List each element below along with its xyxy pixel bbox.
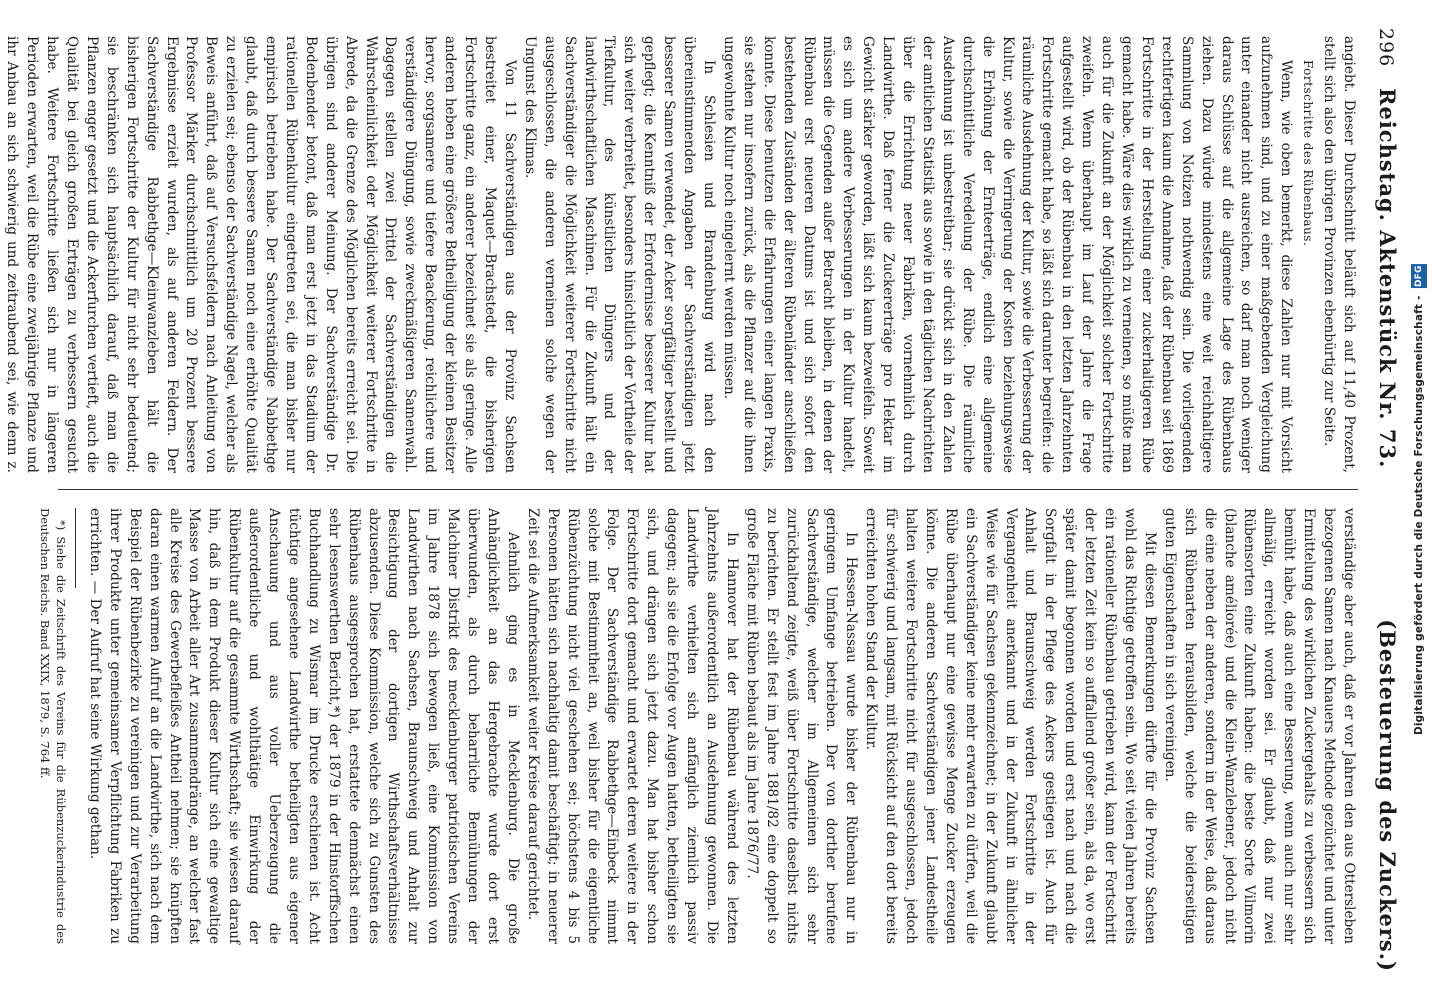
paragraph: Von 11 Sachverständigen aus der Provinz Sachsen bestreitet einer, Maquet—Brachstedt, die bisherigen Fortschritte ganz, ein anderer bezeichnet sie als geringe. Alle anderen heben eine größere Betheiligung der kleinen Besitzer hervor, sorgsamere und tiefere Beackerung, reichlichere und verständigere Düngung, sowie zweckmäßigeren Samenwahl. Dagegen stellen zwei Drittel der Sachverständigen die Wahrscheinlichkeit oder Möglichkeit weiterer Fortschritte in Abrede, da die Grenze des Möglichen bereits erreicht sei. Die übrigen sind anderer Meinung. Der Sachverständige Dr. Bodenbender betont, daß man erst jetzt in das Stadium der rationellen Rübenkultur eingetreten sei, die man bisher nur empirisch betrieben habe. Der Sachverständige Nabbethge glaubt, daß durch bessere Samen noch eine erhöhte Qualität zu erzielen sei; ebenso der Sachverständige Nagel, welcher als Beweis anführt, daß auf Versuchsfeldern nach Anleitung von Professor Märker durchschnittlich um 20 Prozent bessere Ergebnisse erzielt wurden, als auf anderen Feldern. Der Sachverständige Rabbethge—Kleinwanzleben hält die bisherigen Fortschritte der Kultur für nicht sehr bedeutend; sie beschränken sich hauptsächlich darauf, daß man die Pflanzen enger gesetzt und die Ackerfurchen vertieft, auch die Qualität bei gleich großen Erträgen zu verbessern gesucht habe. Weitere Fortschritte ließen sich nur in längeren Perioden erwarten, weil die Rübe eine zweijährige Pflanze und ihr Anbau an sich schwierig und zeitraubend sei, wie denn z. [4, 36, 518, 473]
footnote-divider [75, 508, 76, 588]
header-left-title: Reichstag. Aktenstück Nr. 73. [1375, 88, 1400, 469]
section-heading: Fortschritte des Rübenbaus. [1301, 60, 1316, 247]
two-column-body [4, 28, 1358, 972]
paragraph: Mit diesen Bemerkungen dürfte für die Provinz Sachsen wohl das Richtige getroffen sein. Wo seit vielen Jahren bereits ein rationeller Rübenbau getrieben wird, kann der Fortschritt der letzten Zeit kein so auffallend großer sein, als da, wo erst später damit begonnen worden und erst nach und nach die Sorgfalt in der Pflege des Ackers gestiegen ist. Auch für Anhalt und Braunschweig werden Fortschritte in der Vergangenheit anerkannt und in der Zukunft in ähnlicher Weise wie für Sachsen gekennzeichnet; in der Zukunft glaubt ein Sachverständiger keine mehr erwarten zu dürfen, weil die Rübe überhaupt nur eine gewisse Menge Zucker erzeugen könne. Die anderen Sachverständigen jener Landestheile halten weitere Fortschritte nicht für ausgeschlossen, jedoch für schwierig und langsam, mit Rücksicht auf den dort bereits erreichten hohen Stand der Kultur. [863, 508, 1158, 944]
paragraph: verständige aber auch, daß er vor Jahren den aus Ottersleben bezogenen Samen nach Knauers Methode gezüchtet und unter Ermittelung des wirklichen Zuckergehalts zu verbessern sich bemüht habe, daß auch eine Besserung, wenn auch nur sehr allmälig, erreicht worden sei. Er glaubt, daß nur zwei Rübensorten eine Zukunft haben: die beste Sorte Vilmorin (blanche améliorée) und die Klein-Wanzlebener, jedoch nicht die eine neben der anderen, sondern in der Weise, daß daraus sich Rübenarten herausbilden, welche die beiderseitigen guten Eigenschaften in sich vereinigen. [1161, 508, 1357, 944]
page-header [1358, 28, 1400, 972]
paragraph: Wenn, wie oben bemerkt, diese Zahlen nur mit Vorsicht aufzunehmen sind, und zu einer maßgebenden Vergleichung unter einander nicht ausreichen, so darf man noch weniger daraus Schlüsse auf die allgemeine Lage des Rübenbaus ziehen. Dazu würde mindestens eine weit reichhaltigere Sammlung von Notizen nothwendig sein. Die vorliegenden rechtfertigen kaum die Annahme, daß der Rübenbau seit 1869 Fortschritte in der Herstellung einer zuckerhaltigeren Rübe gemacht habe. Wäre dies wirklich zu verneinen, so müßte man auch für die Zukunft an der Möglichkeit solcher Fortschritte zweifeln. Wenn überhaupt im Lauf der Jahre die Frage aufgestellt wird, ob der Rübenbau in den letzten Jahrzehnten Fortschritte gemacht habe, so läßt sich darunter begreifen: die räumliche Ausdehnung der Kultur, sowie die Verbesserung der Kultur, sowie die Verringerung der Kosten beziehungsweise die Erhöhung der Ernteerträge, endlich eine allgemeine durchschnittliche Veredelung der Rübe. Die räumliche Ausdehnung ist unbestreitbar; sie drückt sich in den Zahlen der amtlichen Statistik aus sowie in den täglichen Nachrichten über die Errichtung neuer Fabriken, vornehmlich durch Landwirthe. Daß ferner die Zuckererträge pro Hektar im Gewicht stärker geworden, läßt sich kaum bezweifeln. Soweit es sich um andere Verbesserungen in der Kultur handelt, müssen die Gegenden außer Betracht bleiben, in denen der Rübenbau erst neueren Datums ist und sich sofort den bestehenden Zuständen der älteren Rübenländer anschließen konnte. Diese benutzen die Erfahrungen einer langen Praxis, sie stehen nur insofern zurück, als die Pflanzer auf die ihnen ungewohnte Kultur noch eingelernt werden müssen. [720, 36, 1295, 473]
digitization-credit [1406, 0, 1432, 1000]
page-number: 296 [1375, 28, 1397, 68]
dfg-logo: DFG [1411, 264, 1427, 288]
paragraph: In Hannover hat der Rübenbau während des letzten Jahrzehnts außerordentlich an Ausdehnung gewonnen. Die Landwirthe verhielten sich anfänglich ziemlich passiv dagegen; als sie die Erfolge vor Augen hatten, betheiligten sie sich, und drängen sich jetzt dazu. Man hat bisher schon Fortschritte dort gemacht und erwartet deren weitere in der Folge. Der Sachverständige Rabbethge—Einbeck nimmt solche mit Bestimmtheit an, weil bisher für die eigentliche Rübenzüchtung nicht viel geschehen sei; höchstens 4 bis 5 Personen hätten sich nachhaltig damit beschäftigt; in neuerer Zeit sei die Aufmerksamkeit weiter Kreise darauf gerichtet. [524, 508, 740, 944]
paragraph: In Hessen-Nassau wurde bisher der Rübenbau nur in geringem Umfange betrieben. Der von dorther berufene Sachverständige, welcher im Allgemeinen sich sehr zurückhaltend zeigte, weiß über Fortschritte daselbst nichts zu berichten. Er stellt fest im Jahre 1881/82 eine doppelt so große Fläche mit Rüben bebaut als im Jahre 1876/77. [743, 508, 860, 944]
header-right-title: (Besteuerung des Zuckers.) [1375, 619, 1400, 972]
footnote: *) Siehe die Zeitschrift des Vereins für die Rübenzuckerindustrie des Deutschen Reichs. Band XXIX, 1879, S. 764 ff. [38, 508, 68, 944]
left-column [4, 28, 1358, 490]
paragraph: Aehnlich ging es in Mecklenburg. Die große Anhänglichkeit an das Hergebrachte wurde dort erst überwunden, als durch beharrliche Bemühungen der Malchiner Distrikt des mecklenburger patriotischen Vereins im Jahre 1878 sich bewogen ließ, eine Kommission von Landwirthen nach Sachsen, Braunschweig und Anhalt zur Besichtigung der dortigen Wirthschaftsverhältnisse abzusenden. Diese Kommission, welche sich zu Gunsten des Rübenbaus ausgesprochen hat, erstattete demnächst einen sehr lesenswerthen Bericht,*) der 1879 in der Hinstorffschen Buchhandlung zu Wismar im Drucke erschienen ist. Acht tüchtige angesehene Landwirthe betheiligten aus eigener Anschauung und aus voller Ueberzeugung die außerordentliche und wohlthätige Einwirkung der Rübenkultur auf die gesammte Wirthschaft; sie wiesen darauf hin, daß in dem Produkt dieser Kultur sich eine gewaltige Masse von Arbeit aller Art zusammendränge, an welcher fast alle Kreise des Gewerbefleißes Antheil nehmen; sie knüpften daran einen warmen Aufruf an die Landwirthe, sich nach dem Beispiel der Rübenbezirke zu vereinigen und zur Verarbeitung ihrer Produkte unter gemeinsamer Verpflichtung Fabriken zu errichten. — Der Aufruf hat seine Wirkung gethan. [86, 508, 521, 944]
credit-text: Digitalisierung gefördert durch die Deutsche Forschungsgemeinschaft - [1413, 292, 1425, 736]
paragraph: In Schlesien und Brandenburg wird nach den übereinstimmenden Angaben der Sachverständigen jetzt besserer Samen verwendet, der Acker sorgfältiger bestellt und gepflegt; die Kenntniß der Erfordernisse besserer Kultur hat sich weiter verbreitet, besonders hinsichtlich der Vortheile der Tiefkultur, des künstlichen Düngers und der landwirthschaftlichen Maschinen. Für die Zukunft hält ein Sachverständiger die Möglichkeit weiterer Fortschritte nicht ausgeschlossen, die anderen verneinen solche wegen der Ungunst des Klimas. [521, 36, 717, 473]
right-column [38, 490, 1358, 952]
paragraph: angiebt. Dieser Durchschnitt beläuft sich auf 11,40 Prozent, stellt sich also den übrigen Provinzen ebenbürtig zur Seite. [1321, 36, 1357, 473]
